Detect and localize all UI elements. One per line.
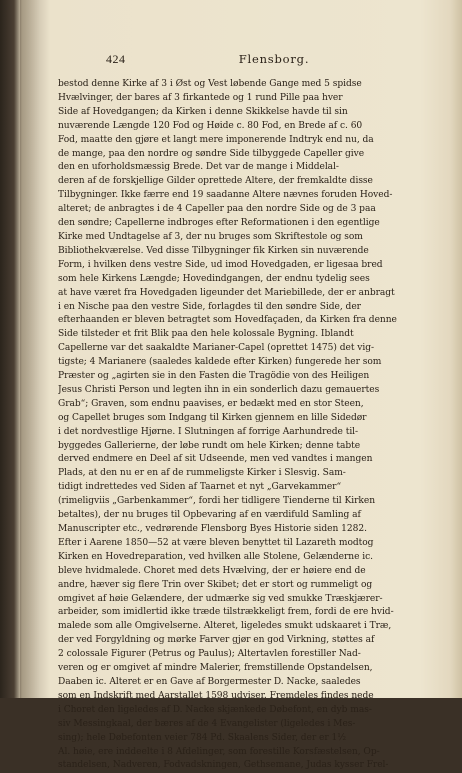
text-line: sing); hele Døbefonten veier 784 Pd. Skaalens Sider, der er 1½ (58, 732, 346, 743)
text-line: Præster og „agirten sie in den Fasten die Tragödie von des Heiligen (58, 371, 370, 382)
text-line: Form, i hvilken dens vestre Side, ud imod Hovedgaden, er ligesaa bred (58, 259, 383, 270)
text-line: omgivet af høie Gelændere, der udmærke sig ved smukke Træskjærer- (58, 593, 383, 604)
text-line: Bibliothekværelse. Ved disse Tilbygninger fik Kirken sin nuværende (58, 245, 369, 256)
text-line: Manuscripter etc., vedrørende Flensborg Byes Historie siden 1282. (58, 524, 367, 534)
text-line: Kirken en Hovedreparation, ved hvilken alle Stolene, Gelænderne ic. (58, 551, 374, 562)
text-line: (rimeligviis „Garbenkammer“, fordi her tidligere Tienderne til Kirken (58, 496, 376, 507)
text-line: Plads, at den nu er en af de rummeligste Kirker i Slesvig. Sam- (58, 468, 346, 479)
text-line: 2 colossale Figurer (Petrus og Paulus); Altertavlen forestiller Nad- (58, 649, 361, 660)
text-line: i Choret den ligeledes af D. Nacke skjænkede Døbefont, en dyb mas- (58, 704, 372, 715)
text-line: efterhaanden er bleven betragtet som Hovedfaçaden, da Kirken fra denne (58, 315, 397, 326)
text-line: byggedes Gallerierne, der løbe rundt om hele Kirken; denne tabte (58, 440, 361, 451)
text-line: standelsen, Nadveren, Fodvadskningen, Gethsemane, Judas kysser Frel- (58, 760, 389, 771)
body-text (58, 78, 450, 773)
text-line: Capellerne var det saakaldte Marianer-Capel (oprettet 1475) det vig- (58, 343, 375, 354)
text-line: derved endmere en Deel af sit Udseende, men ved vandtes i mangen (58, 454, 373, 465)
text-line: arbeider, som imidlertid ikke træde tilstrækkeligt frem, fordi de ere hvid- (58, 607, 394, 618)
text-line: Jesus Christi Person und legten ihn in ein sonderlich dazu gemauertes (58, 384, 380, 395)
page-number: 424 (106, 52, 126, 66)
text-line: Kirke med Undtagelse af 3, der nu bruges som Skriftestole og som (58, 231, 363, 242)
text-line: Side af Hovedgangen; da Kirken i denne Skikkelse havde til sin (58, 106, 348, 117)
text-line: andre, hæver sig flere Trin over Skibet; det er stort og rummeligt og (58, 579, 373, 590)
text-line: tidigt indrettedes ved Siden af Taarnet et nyt „Garvekammer“ (58, 482, 342, 493)
text-line: Fod, maatte den gjøre et langt mere imponerende Indtryk end nu, da (58, 134, 374, 145)
text-line: den søndre; Capellerne indbroges efter Reformationen i den egentlige (58, 218, 380, 229)
page-header (58, 52, 450, 72)
text-line: nuværende Længde 120 Fod og Høide c. 80 Fod, en Brede af c. 60 (58, 120, 363, 131)
text-line: Al. høie, ere inddeelte i 8 Afdelinger, som forestille Korsfæstelsen, Op- (58, 746, 380, 757)
text-line: Tilbygninger. Ikke færre end 19 saadanne Altere nævnes foruden Hoved- (58, 190, 393, 201)
text-line: den en uforholdsmæssig Brede. Det var de mange i Middelal- (58, 162, 339, 173)
text-line: de mange, paa den nordre og søndre Side tilbyggede Capeller give (58, 148, 365, 159)
text-line: Hvælvinger, der bares af 3 firkantede og 1 rund Pille paa hver (58, 92, 343, 103)
running-head: Flensborg. (238, 52, 310, 66)
text-line: at have været fra Hovedgaden ligeunder det Mariebillede, der er anbragt (58, 287, 395, 298)
text-line: malede som alle Omgivelserne. Alteret, ligeledes smukt udskaaret i Træ, (58, 621, 392, 632)
text-line: Side tilsteder et frit Blik paa den hele kolossale Bygning. Iblandt (58, 329, 354, 340)
text-line: bleve hvidmalede. Choret med dets Hvælving, der er høiere end de (58, 565, 366, 576)
book-page (58, 52, 450, 771)
text-line: som en Indskrift med Aarstallet 1598 udviser. Fremdeles findes nede (58, 690, 374, 701)
text-line: Daaben ic. Alteret er en Gave af Borgermester D. Nacke, saaledes (58, 676, 361, 687)
text-line: veren og er omgivet af mindre Malerier, fremstillende Opstandelsen, (58, 663, 373, 674)
gutter-shadow (20, 0, 50, 698)
text-line: og Capellet bruges som Indgang til Kirken gjennem en lille Sidedør (58, 412, 367, 423)
text-line: i det nordvestlige Hjørne. I Slutningen af forrige Aarhundrede til- (58, 426, 359, 437)
text-line: tigste; 4 Marianere (saaledes kaldede efter Kirken) fungerede her som (58, 357, 382, 368)
text-line: i en Nische paa den vestre Side, forlagdes til den søndre Side, der (58, 301, 361, 312)
text-line: deren af de forskjellige Gilder oprettede Altere, der fremkaldte disse (58, 176, 373, 187)
text-line: Efter i Aarene 1850—52 at være bleven benyttet til Lazareth modtog (58, 537, 374, 548)
text-line: Grab“; Graven, som endnu paavises, er bedækt med en stor Steen, (58, 398, 364, 409)
text-line: som hele Kirkens Længde; Hovedindgangen, der endnu tydelig sees (58, 273, 370, 284)
text-line: alteret; de anbragtes i de 4 Capeller paa den nordre Side og de 3 paa (58, 204, 376, 215)
text-line: bestod denne Kirke af 3 i Øst og Vest løbende Gange med 5 spidse (58, 79, 362, 89)
text-line: betaltes), der nu bruges til Opbevaring af en værdifuld Samling af (58, 510, 361, 521)
text-line: siv Messingkaal, der bæres af de 4 Evangelister (ligeledes i Mes- (58, 718, 356, 729)
text-line: der ved Forgyldning og mørke Farver gjør en god Virkning, støttes af (58, 635, 375, 646)
